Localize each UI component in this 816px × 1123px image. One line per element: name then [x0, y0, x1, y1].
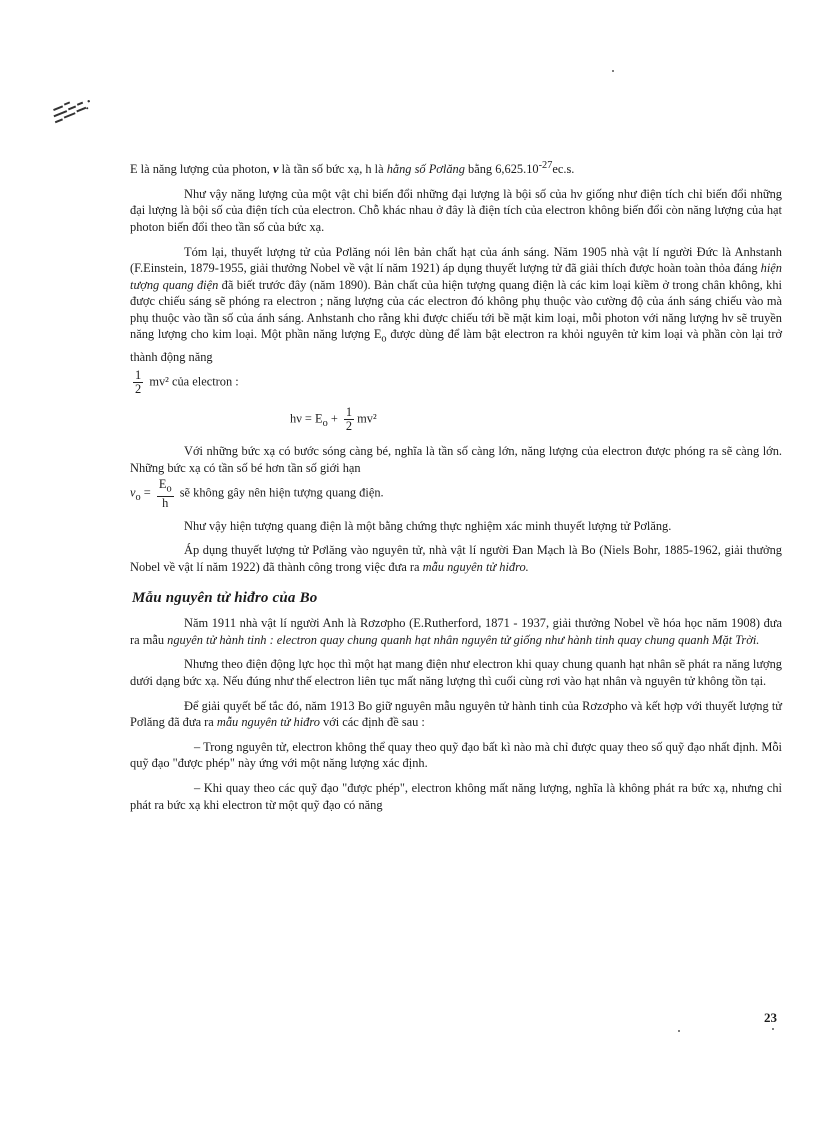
formula-lhs: hν = E — [290, 411, 323, 426]
page-body — [130, 158, 782, 821]
fraction-half — [133, 369, 143, 396]
text-run: ec.s. — [552, 162, 575, 177]
fraction-denominator: 2 — [135, 382, 142, 397]
text-run: với các định đề sau : — [319, 715, 425, 730]
equals-sign: = — [140, 485, 154, 500]
paragraph-wavelength: Với những bức xạ có bước sóng càng bé, nghĩa là tần số càng lớn, năng lượng của electron được phóng ra sẽ càng lớn. Những bức xạ có tần số bé hơn tần số giới hạn — [130, 444, 782, 475]
postulate-item: – Trong nguyên tử, electron không thể quay theo quỹ đạo bất kì nào mà chỉ được quay theo số quỹ đạo nhất định. Mỗi quỹ đạo "được phép" này ứng với một năng lượng xác định. — [130, 739, 782, 771]
text-run: Để giải quyết bế tắc đó, năm 1913 Bo giữ nguyên mẫu nguyên tử hành tinh của Rơzơpho và kết hợp với thuyết lượng tử Pơlăng đã đưa ra — [130, 698, 782, 730]
paragraph-photoelectric — [130, 244, 782, 366]
emphasis-hydrogen-model: mẫu nguyên tử hiđro. — [422, 559, 529, 574]
emphasis-hydrogen-model: mẫu nguyên tử hiđro — [216, 715, 320, 730]
fraction-denominator: h — [162, 495, 169, 510]
fraction-denominator: 2 — [345, 419, 353, 434]
fraction-half — [344, 406, 354, 433]
subscript: o — [381, 333, 387, 345]
nu-symbol: ν — [273, 162, 279, 177]
paragraph-rutherford — [130, 615, 782, 648]
text-run: bằng 6,625.10 — [464, 162, 539, 177]
subscript: o — [166, 483, 172, 495]
formula-threshold-frequency — [130, 478, 782, 509]
text-run: Áp dụng thuyết lượng tử Pơlăng vào nguyên tử, nhà vật lí người Đan Mạch là Bo (Niels Bohr, 1885-1962, giải thưởng Nobel về vật lí năm 1922) đã thành công trong việc đưa ra — [130, 543, 782, 574]
subscript: o — [135, 492, 141, 504]
paragraph-energy-multiple: Như vậy năng lượng của một vật chỉ biến đổi những đại lượng là bội số của hν giống như điện tích chỉ biến đổi những đại lượng là bội số của điện tích của electron. Chỗ khác nhau ở đây là điện tích của electron không biến đổi còn năng lượng của hạt photon biến đổi theo tần số của bức xạ. — [130, 186, 782, 234]
scan-speck — [772, 1028, 774, 1030]
emphasis-photoelectric-effect: hiện tượng quang điện — [130, 261, 782, 292]
text-run: được dùng để làm bật electron ra khỏi nguyên tử kim loại và phần còn lại trở thành động năng — [130, 327, 782, 364]
paragraph-evidence: Như vậy hiện tượng quang điện là một bằng chứng thực nghiệm xác minh thuyết lượng tử Pơlăng. — [184, 518, 672, 533]
energy-symbol: E — [158, 477, 167, 492]
postulate-item: – Khi quay theo các quỹ đạo "được phép", electron không mất năng lượng, nghĩa là không phát ra bức xạ, nhưng chỉ phát ra bức xạ khi electron từ một quỹ đạo có năng — [130, 780, 782, 812]
text-run: Tóm lại, thuyết lượng tử của Pơlăng nói lên bản chất hạt của ánh sáng. Năm 1905 nhà vật lí người Đức là Anhstanh (F.Einstein, 1879-1955, giải thưởng Nobel về vật lí năm 1921) áp dụng thuyết lượng tử đã giải thích được hoàn toàn thỏa đáng — [130, 244, 782, 276]
paragraph-photon-energy — [130, 158, 782, 178]
formula-einstein — [130, 406, 782, 433]
paragraph-electrodynamics: Nhưng theo điện động lực học thì một hạt mang điện như electron khi quay chung quanh hạt nhân sẽ phát ra năng lượng dưới dạng bức xạ. Nếu đúng như thế electron liên tục mất năng lượng thì cuối cùng rơi vào hạt nhân và nguyên tử không tồn tại. — [130, 657, 782, 688]
scan-speck — [612, 70, 614, 72]
fraction-numerator: 1 — [135, 368, 142, 383]
subscript: o — [322, 417, 328, 429]
kinetic-energy-line — [130, 369, 782, 396]
paragraph-bohr-postulates — [130, 698, 782, 731]
section-heading: Mẫu nguyên tử hiđro của Bo — [132, 589, 318, 606]
exponent: -27 — [538, 160, 553, 171]
fraction-eo-over-h — [157, 478, 174, 509]
text-run: sẽ không gây nên hiện tượng quang điện. — [176, 485, 384, 500]
text-run: E là năng lượng của photon, — [130, 162, 273, 177]
formula-rhs: mv² — [357, 411, 377, 426]
fraction-numerator — [157, 478, 174, 496]
page-number: 23 — [764, 1010, 777, 1025]
nu-symbol: ν — [130, 485, 136, 500]
paragraph-bohr-intro — [130, 542, 782, 575]
text-run: mv² của electron : — [149, 374, 239, 389]
library-stamp-icon — [48, 92, 108, 132]
emphasis-planck-constant: hằng số Pơlăng — [386, 162, 465, 177]
scan-speck — [678, 1030, 680, 1032]
emphasis-planetary-model: nguyên tử hành tinh : electron quay chung quanh hạt nhân nguyên tử giống như hành tinh quay chung quanh Mặt Trời. — [167, 632, 760, 647]
text-run: Năm 1911 nhà vật lí người Anh là Rơzơpho (E.Rutherford, 1871 - 1937, giải thưởng Nobel về hóa học năm 1908) đưa ra mẫu — [130, 616, 782, 647]
plus-sign: + — [327, 411, 341, 426]
text-run: là tần số bức xạ, h là — [278, 162, 387, 177]
fraction-numerator: 1 — [345, 405, 353, 420]
text-run: đã biết trước đây (năm 1890). Bản chất của hiện tượng quang điện là các kim loại kiềm ở trong chân không, khi được chiếu sáng sẽ phóng ra electron ; năng lượng của các electron đó không phụ thuộc vào cường độ của ánh sáng chiếu vào mà phụ thuộc vào tần số của ánh sáng. Anhstanh cho rằng khi được chiếu tới bề mặt kim loại, mỗi photon với năng lượng hν sẽ truyền năng lượng cho kim loại. Một phần năng lượng E — [130, 277, 782, 342]
